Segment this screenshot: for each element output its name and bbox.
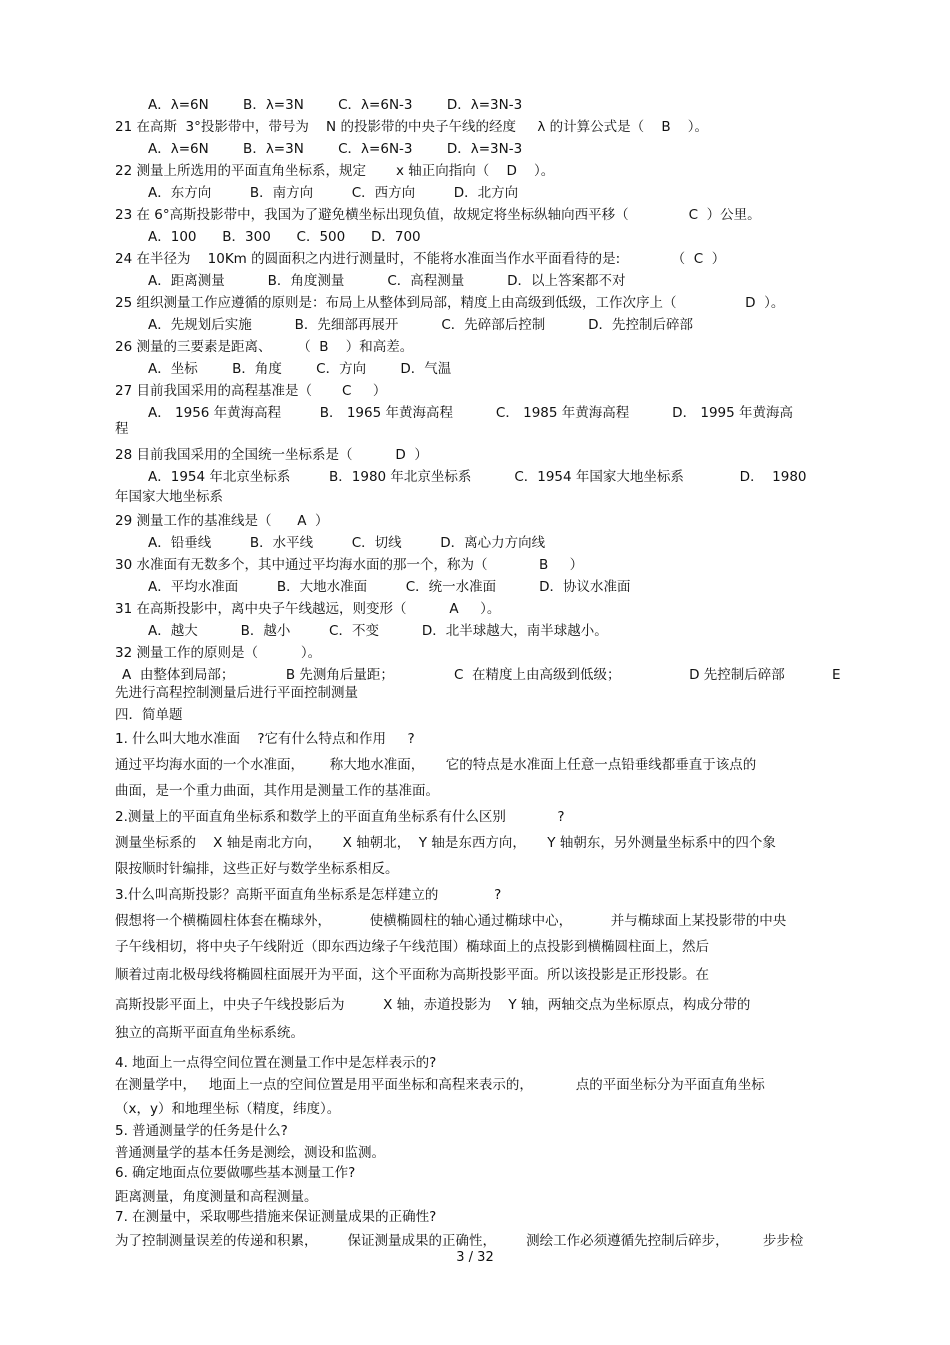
- text-line: 29 测量工作的基准线是（ A ）: [115, 513, 329, 529]
- text-line: A．越大 B．越小 C．不变 D．北半球越大，南半球越小。: [148, 623, 608, 639]
- text-line: 23 在 6°高斯投影带中，我国为了避免横坐标出现负值，故规定将坐标纵轴向西平移（ C ）公里。: [115, 207, 761, 223]
- text-line: 独立的高斯平面直角坐标系统。: [115, 1025, 304, 1041]
- text-line: 1. 什么叫大地水准面 ?它有什么特点和作用 ?: [115, 731, 415, 747]
- text-line: 22 测量上所选用的平面直角坐标系，规定 x 轴正向指向（ D ）。: [115, 163, 555, 179]
- text-line: 在测量学中， 地面上一点的空间位置是用平面坐标和高程来表示的， 点的平面坐标分为平面直角坐标: [115, 1077, 765, 1093]
- text-line: 6. 确定地面点位要做哪些基本测量工作?: [115, 1165, 356, 1181]
- text-line: 顺着过南北极母线将椭圆柱面展开为平面，这个平面称为高斯投影平面。所以该投影是正形投影。在: [115, 967, 709, 983]
- text-line: 为了控制测量误差的传递和积累， 保证测量成果的正确性， 测绘工作必须遵循先控制后碎步， 步步检: [115, 1233, 804, 1249]
- text-line: A 由整体到局部； B 先测角后量距； C 在精度上由高级到低级； D 先控制后碎部 E: [122, 667, 841, 683]
- text-line: A． 1956 年黄海高程 B． 1965 年黄海高程 C． 1985 年黄海高程 D． 1995 年黄海高: [148, 405, 794, 421]
- text-line: 限按顺时针编排，这些正好与数学坐标系相反。: [115, 861, 399, 877]
- text-line: 2.测量上的平面直角坐标系和数学上的平面直角坐标系有什么区别 ?: [115, 809, 565, 825]
- text-line: 27 目前我国采用的高程基准是（ C ）: [115, 383, 387, 399]
- text-line: 假想将一个横椭圆柱体套在椭球外， 使横椭圆柱的轴心通过椭球中心， 并与椭球面上某投影带的中央: [115, 913, 787, 929]
- text-line: 28 目前我国采用的全国统一坐标系是（ D ）: [115, 447, 428, 463]
- text-line: A．先规划后实施 B．先细部再展开 C．先碎部后控制 D．先控制后碎部: [148, 317, 694, 333]
- text-line: 31 在高斯投影中，离中央子午线越远，则变形（ A ）。: [115, 601, 501, 617]
- text-line: 四．简单题: [115, 707, 183, 723]
- text-line: （x，y）和地理坐标（精度，纬度）。: [115, 1101, 341, 1117]
- text-line: 26 测量的三要素是距离、 （ B ）和高差。: [115, 339, 414, 355]
- text-line: 7. 在测量中，采取哪些措施来保证测量成果的正确性?: [115, 1209, 437, 1225]
- text-line: 3.什么叫高斯投影？高斯平面直角坐标系是怎样建立的 ?: [115, 887, 502, 903]
- text-line: 通过平均海水面的一个水准面， 称大地水准面， 它的特点是水准面上任意一点铅垂线都垂直于该点的: [115, 757, 757, 773]
- text-line: 年国家大地坐标系: [115, 489, 223, 505]
- text-line: 30 水准面有无数多个，其中通过平均海水面的那一个，称为（ B ）: [115, 557, 584, 573]
- text-line: 5. 普通测量学的任务是什么?: [115, 1123, 288, 1139]
- text-line: 测量坐标系的 X 轴是南北方向， X 轴朝北， Y 轴是东西方向， Y 轴朝东，另外测量坐标系中的四个象: [115, 835, 776, 851]
- text-line: A．铅垂线 B．水平线 C．切线 D．离心力方向线: [148, 535, 546, 551]
- text-line: 普通测量学的基本任务是测绘，测设和监测。: [115, 1145, 385, 1161]
- page-number: 3 / 32: [456, 1250, 494, 1265]
- text-line: 先进行高程控制测量后进行平面控制测量: [115, 685, 358, 701]
- text-line: 高斯投影平面上，中央子午线投影后为 X 轴，赤道投影为 Y 轴，两轴交点为坐标原点，构成分带的: [115, 997, 751, 1013]
- text-line: 24 在半径为 10Km 的圆面积之内进行测量时，不能将水准面当作水平面看待的是: （ C ）: [115, 251, 726, 267]
- text-line: 曲面，是一个重力曲面，其作用是测量工作的基准面。: [115, 783, 439, 799]
- text-line: 程: [115, 421, 129, 437]
- text-line: A．1954 年北京坐标系 B．1980 年北京坐标系 C．1954 年国家大地坐标系 D． 1980: [148, 469, 807, 485]
- text-line: A．坐标 B．角度 C．方向 D．气温: [148, 361, 452, 377]
- text-line: 21 在高斯 3°投影带中，带号为 N 的投影带的中央子午线的经度 λ 的计算公式是（ B ）。: [115, 119, 709, 135]
- text-line: A．λ=6N B．λ=3N C．λ=6N-3 D．λ=3N-3: [148, 97, 523, 113]
- text-line: 32 测量工作的原则是（ ）。: [115, 645, 322, 661]
- text-line: 4. 地面上一点得空间位置在测量工作中是怎样表示的?: [115, 1055, 437, 1071]
- text-line: A．东方向 B．南方向 C．西方向 D．北方向: [148, 185, 519, 201]
- text-line: A．平均水准面 B．大地水准面 C．统一水准面 D．协议水准面: [148, 579, 631, 595]
- text-line: 子午线相切，将中央子午线附近（即东西边缘子午线范围）椭球面上的点投影到横椭圆柱面上，然后: [115, 939, 709, 955]
- text-line: 25 组织测量工作应遵循的原则是：布局上从整体到局部，精度上由高级到低级，工作次序上（ D ）。: [115, 295, 785, 311]
- text-line: A．距离测量 B．角度测量 C．高程测量 D．以上答案都不对: [148, 273, 626, 289]
- text-line: 距离测量，角度测量和高程测量。: [115, 1189, 318, 1205]
- text-line: A．100 B．300 C．500 D．700: [148, 229, 421, 245]
- text-line: A．λ=6N B．λ=3N C．λ=6N-3 D．λ=3N-3: [148, 141, 523, 157]
